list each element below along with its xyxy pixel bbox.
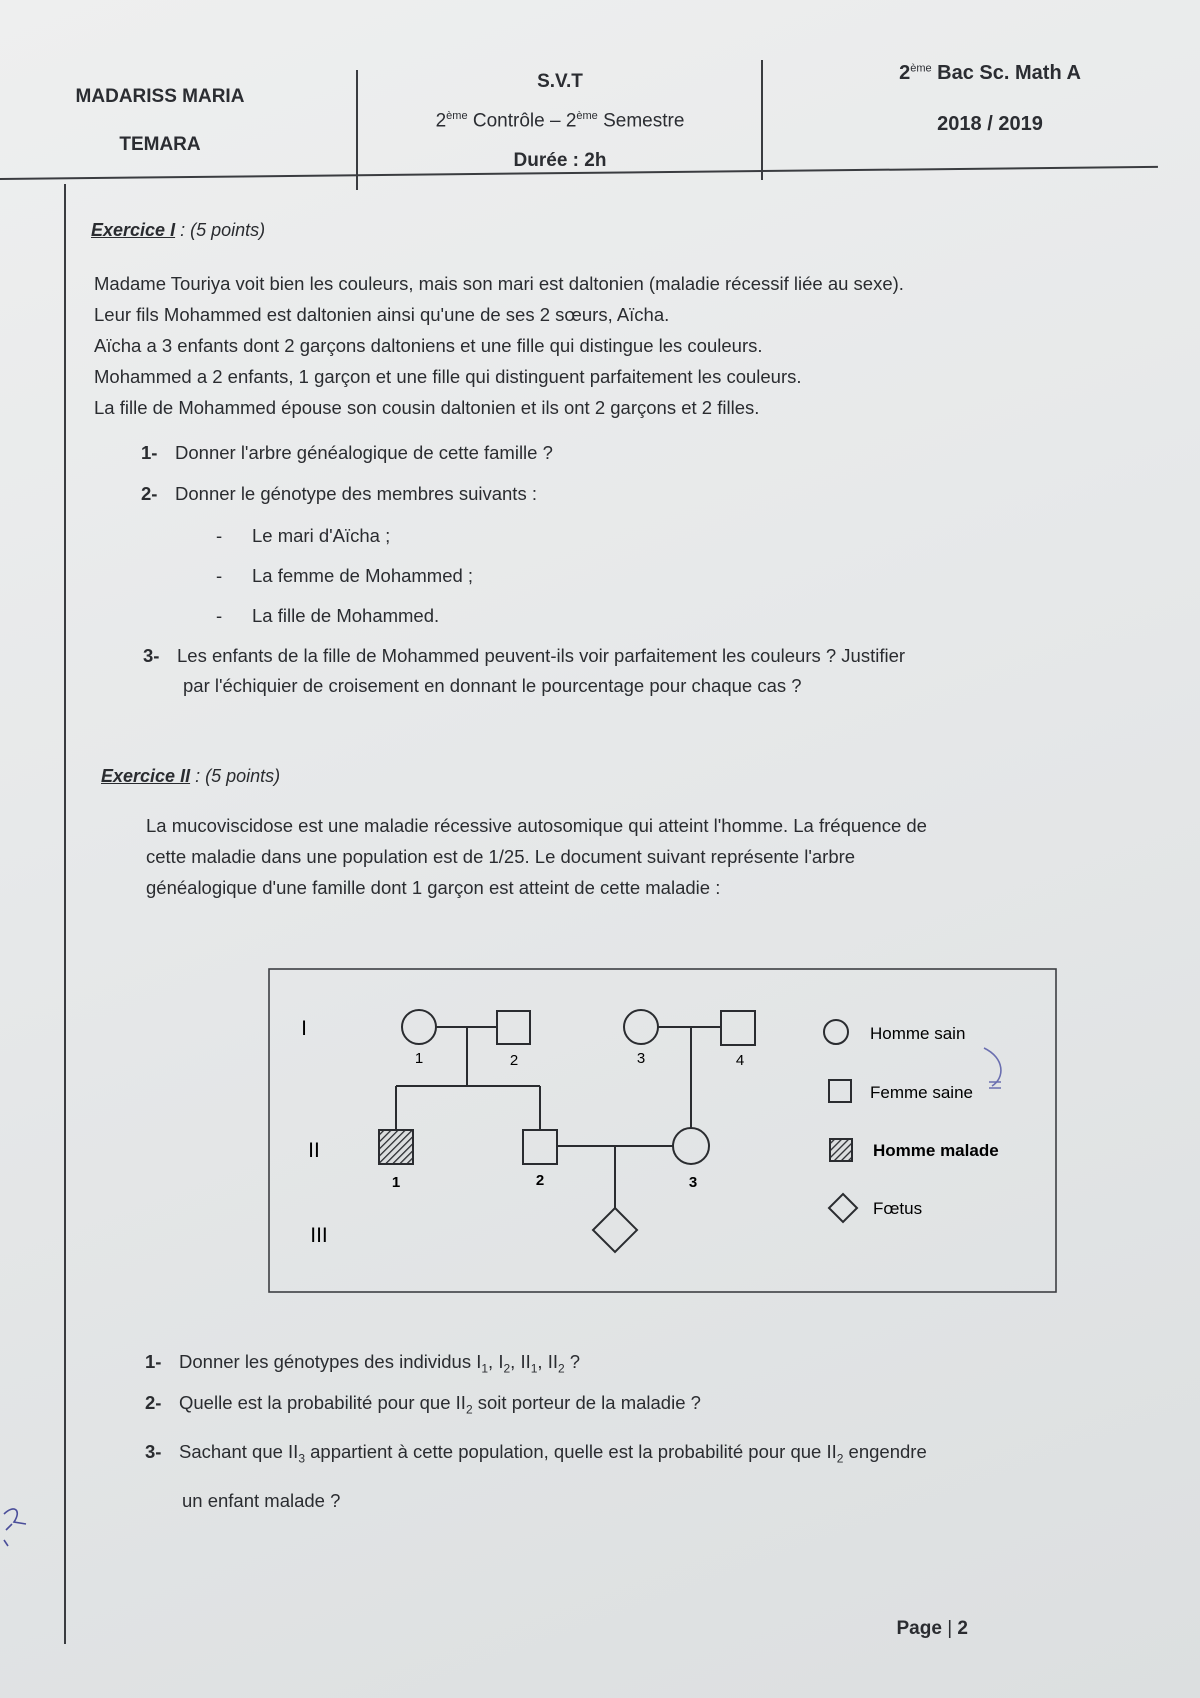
individual-II3-number: 3	[688, 1174, 698, 1191]
legend-healthy-woman-label: Femme saine	[870, 1083, 973, 1102]
ex2-line: La mucoviscidose est une maladie récessive autosomique qui atteint l'homme. La fréquence de	[146, 815, 927, 836]
individual-sub: 2	[836, 1451, 844, 1466]
individual-I4-square	[721, 1011, 755, 1045]
q-text-continued: par l'échiquier de croisement en donnant le pourcentage pour chaque cas ?	[183, 675, 802, 696]
individual-II1-affected-square	[379, 1130, 413, 1164]
individual-sub: 2	[557, 1361, 565, 1376]
q-text: Donner le génotype des membres suivants :	[175, 483, 537, 504]
q-text: engendre	[843, 1441, 927, 1462]
page-number: 2	[957, 1618, 968, 1639]
ex1-line: Mohammed a 2 enfants, 1 garçon et une fille qui distinguent parfaitement les couleurs.	[94, 366, 802, 387]
individual-ref: II	[826, 1441, 837, 1462]
level-word: Bac Sc. Math A	[937, 62, 1081, 84]
generation-label-II: II	[308, 1139, 320, 1162]
individual-ref: II	[455, 1392, 466, 1413]
school-year: 2018 / 2019	[937, 113, 1043, 135]
q-end: ?	[564, 1351, 581, 1372]
individual-sub: 1	[530, 1361, 538, 1376]
ex1-line: La fille de Mohammed épouse son cousin daltonien et ils ont 2 garçons et 2 filles.	[94, 397, 760, 418]
q-text: Sachant que	[179, 1441, 289, 1462]
semester-num: 2	[565, 110, 577, 132]
individual-II1-number: 1	[391, 1174, 401, 1191]
page-footer	[897, 1618, 969, 1640]
q-number: 2-	[145, 1392, 162, 1413]
individual-sub: 3	[298, 1451, 305, 1466]
generation-label-III: III	[310, 1224, 328, 1247]
exercise1-label: Exercice I	[91, 220, 176, 240]
legend-healthy-woman-icon	[829, 1080, 851, 1102]
individual-sub: 2	[465, 1402, 473, 1417]
individual-I2-number: 2	[509, 1052, 519, 1069]
handwritten-margin-scribble	[0, 1500, 40, 1560]
q-text: Quelle est la probabilité pour que	[179, 1392, 456, 1413]
individual-I4-number: 4	[735, 1052, 745, 1069]
ex2-question-3	[145, 1437, 927, 1516]
individual-II2-number: 2	[535, 1172, 545, 1189]
semester-word: Semestre	[603, 110, 685, 132]
exam-num: 2	[435, 110, 447, 132]
legend-healthy-man-label: Homme sain	[870, 1024, 966, 1043]
ex1-q2-item-2: - La femme de Mohammed ;	[216, 565, 474, 586]
individual-sub: 1	[481, 1361, 489, 1376]
legend-fetus-icon	[829, 1194, 857, 1222]
legend-sick-man-label: Homme malade	[873, 1141, 999, 1160]
ex2-line: cette maladie dans une population est de 1/25. Le document suivant représente l'arbre	[146, 846, 856, 867]
individual-I1-number: 1	[414, 1050, 424, 1067]
individual-III-fetus-diamond	[593, 1208, 637, 1252]
ex1-line: Aïcha a 3 enfants dont 2 garçons daltoniens et une fille qui distingue les couleurs.	[94, 335, 763, 356]
legend-healthy-man-icon	[824, 1020, 848, 1044]
ex1-q2-item-1: - Le mari d'Aïcha ;	[216, 525, 391, 546]
individual-ref: I	[498, 1351, 504, 1372]
school-city: TEMARA	[119, 134, 201, 155]
legend-sick-man-icon	[830, 1139, 852, 1161]
q-number: 1-	[141, 442, 158, 463]
individual-I2-square	[497, 1011, 530, 1044]
q-number: 3-	[143, 645, 160, 666]
individual-sub: 2	[503, 1361, 511, 1376]
q-number: 3-	[145, 1441, 162, 1462]
q-text: appartient à cette population, quelle est la probabilité pour que	[305, 1441, 827, 1462]
exam-word: Contrôle –	[472, 110, 566, 132]
q-text: soit porteur de la maladie ?	[472, 1392, 701, 1413]
item-text: La fille de Mohammed.	[252, 605, 440, 626]
handwritten-arrow-mark	[984, 1048, 1001, 1088]
subject: S.V.T	[537, 71, 583, 92]
duration: Durée : 2h	[513, 150, 607, 171]
school-name: MADARISS MARIA	[75, 86, 245, 107]
individual-I3-number: 3	[636, 1050, 646, 1067]
individual-II3-circle	[673, 1128, 709, 1164]
q-text: Donner l'arbre généalogique de cette famille ?	[175, 442, 553, 463]
individual-ref: I	[476, 1351, 482, 1372]
item-text: Le mari d'Aïcha ;	[252, 525, 391, 546]
individual-II2-square	[523, 1130, 557, 1164]
exercise2-points: : (5 points)	[190, 766, 281, 786]
ex1-line: Leur fils Mohammed est daltonien ainsi qu'une de ses 2 sœurs, Aïcha.	[94, 304, 670, 325]
ex2-line: généalogique d'une famille dont 1 garçon est atteint de cette maladie :	[146, 877, 721, 898]
exercise2-label: Exercice II	[101, 766, 191, 786]
q-text: Donner les génotypes des individus	[179, 1351, 477, 1372]
item-text: La femme de Mohammed ;	[252, 565, 474, 586]
semester-sup: ème	[576, 110, 598, 122]
ex2-question-2	[145, 1388, 701, 1425]
individual-ref: II	[288, 1441, 299, 1462]
q-number: 2-	[141, 483, 158, 504]
individual-I3-circle	[624, 1010, 658, 1044]
level-sup: ème	[910, 62, 932, 75]
page-separator: |	[941, 1618, 958, 1639]
individual-ref: II	[547, 1351, 558, 1372]
q-number: 1-	[145, 1351, 162, 1372]
ex1-line: Madame Touriya voit bien les couleurs, mais son mari est daltonien (maladie récessif liée au sexe).	[94, 273, 904, 294]
page-label: Page	[896, 1618, 942, 1639]
level-num: 2	[899, 62, 911, 84]
exercise1-points: : (5 points)	[175, 220, 266, 240]
exam-sup: ème	[446, 110, 468, 122]
q-text: Les enfants de la fille de Mohammed peuvent-ils voir parfaitement les couleurs ? Justifier	[177, 645, 906, 666]
q-text-continued: un enfant malade ?	[182, 1489, 341, 1511]
individual-I1-circle	[402, 1010, 436, 1044]
ex1-q2-item-3: - La fille de Mohammed.	[216, 605, 440, 626]
generation-label-I: I	[301, 1017, 307, 1040]
legend-fetus-label: Fœtus	[873, 1199, 923, 1218]
ex2-question-1: 1- Donner les génotypes des individus $I_1$, $I_2$, $II_1$, $II_2$ ?	[145, 1347, 580, 1384]
individual-ref: II	[520, 1351, 531, 1372]
